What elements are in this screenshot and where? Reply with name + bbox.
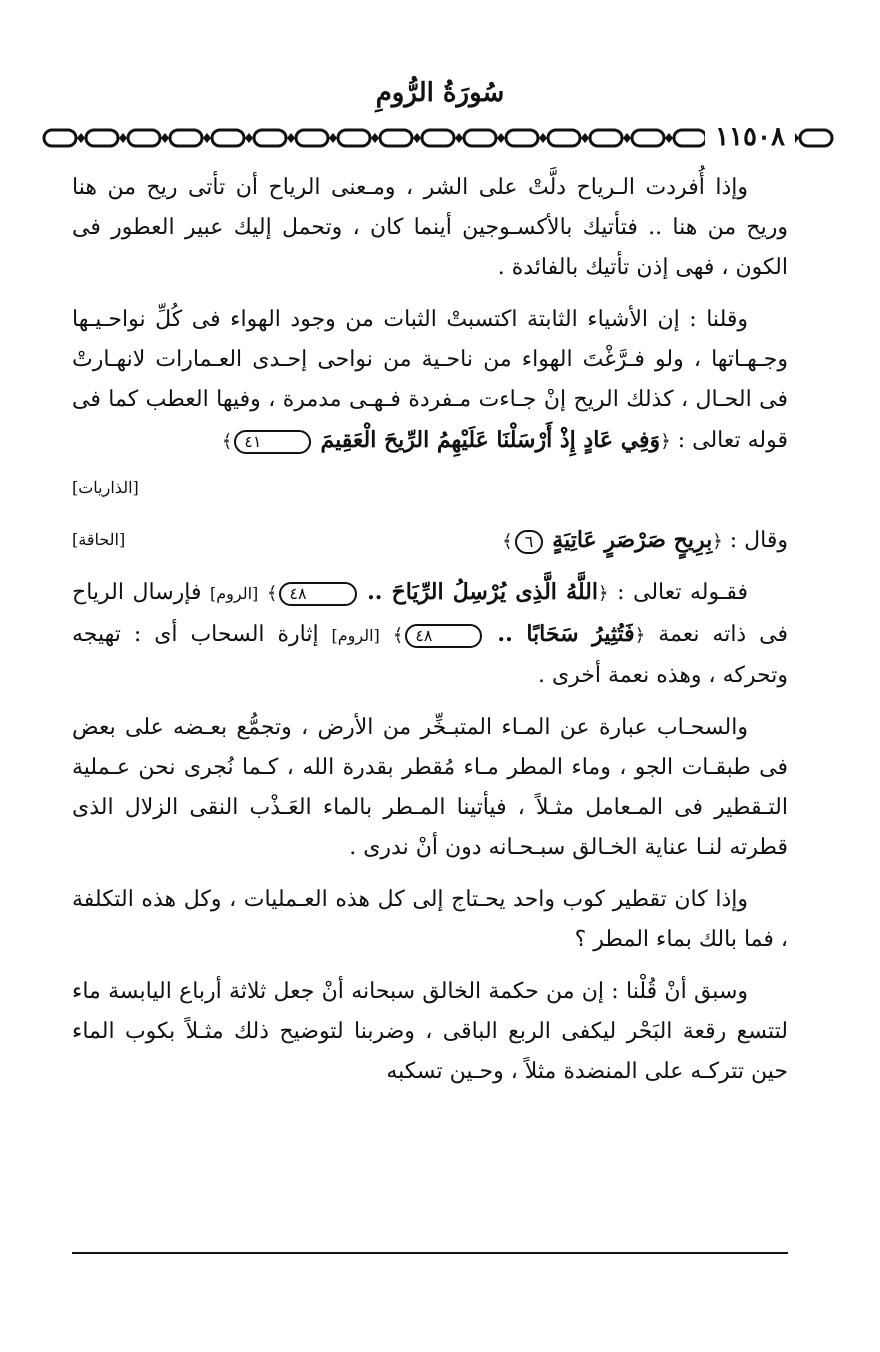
source-line-1: [72, 468, 788, 508]
verse-bracket-open: ﴿: [634, 625, 646, 646]
verse-source: [الحاقة]: [72, 530, 126, 549]
chain-link: [590, 130, 622, 146]
ayah-number-badge: ٦: [515, 530, 544, 554]
chain-link: [86, 130, 118, 146]
chain-diamond: [245, 133, 253, 143]
paragraph-2: [72, 300, 788, 462]
paragraph-2-text: وقلنا : إن الأشياء الثابتة اكتسبتْ الثبات من وجود الهواء فى كُلِّ نواحـيـها وجـهـاتها ، ولو فـرَّغْتَ الهواء من ناحـية من نواحى إحـدى العـمارات لانهـارتْ فى الحـال ، كذلك الريح إنْ جـاءت مـفردة فـهـى مدمرة ، وفيها العطب كما فى قوله تعالى :: [72, 307, 788, 453]
verse-bracket-open: ﴿: [712, 531, 723, 552]
chain-link: [506, 130, 538, 146]
verse-bracket-close: ﴾: [266, 583, 278, 604]
chain-link: [338, 130, 370, 146]
chain-diamond: [455, 133, 463, 143]
paragraph-6: وإذا كان تقطير كوب واحد يحـتاج إلى كل هذه العـمليات ، وكل هذه التكلفة ، فما بالك بماء المطر ؟: [72, 887, 788, 952]
ayah-number-badge: ٤١: [234, 430, 311, 454]
chain-diamond: [119, 133, 127, 143]
verse-bracket-close: ﴾: [392, 625, 404, 646]
chain-diamond: [539, 133, 547, 143]
paragraph-4-text-c: إثارة السحاب أى : تهيجه وتحركه ، وهذه نعمة أخرى .: [72, 622, 788, 688]
intro-text: وقال :: [729, 528, 788, 553]
chain-diamond: [665, 133, 673, 143]
footer-rule: [72, 1252, 788, 1254]
chain-link: [212, 130, 244, 146]
chain-link: [44, 130, 76, 146]
chain-link: [296, 130, 328, 146]
verse-source: [الروم]: [331, 626, 380, 645]
quran-verse: فَتُثِيرُ سَحَابًا ..: [497, 621, 635, 647]
chain-diamond: [203, 133, 211, 143]
chain-diamond: [497, 133, 505, 143]
paragraph-4-text-a: فقـوله تعالى :: [617, 580, 748, 605]
verse-line-content: [502, 520, 788, 562]
chain-link: [170, 130, 202, 146]
paragraph-5: والسحـاب عبارة عن المـاء المتبـخِّر من الأرض ، وتجمُّع بعـضه على بعض فى طبقـات الجو ، وماء المطر مـاء مُقطر بقدرة الله ، كـما نُجرى نحن عـملية التـقطير فى المـعامل مثـلاً ، فيأتينا المـطر بالماء العَـذْب النقى الزلال الذى قطرته لنـا عناية الخـالق سبـحـانه دون أنْ ندرى .: [72, 715, 788, 860]
chain-diamond: [77, 133, 85, 143]
paragraph-4-text-b: فإرسال الرياح فى ذاته نعمة: [72, 580, 789, 647]
verse-line-haqqa: [72, 520, 788, 560]
chain-diamond: [161, 133, 169, 143]
chain-link: [254, 130, 286, 146]
surah-title: سُورَةُ الرُّومِ: [375, 78, 505, 108]
ayah-number-badge: ٤٨: [279, 582, 356, 606]
chain-diamond: [623, 133, 631, 143]
chain-link: [422, 130, 454, 146]
chain-diamond: [329, 133, 337, 143]
chain-diamond: [371, 133, 379, 143]
chain-link: [632, 130, 664, 146]
chain-link: [548, 130, 580, 146]
verse-bracket-close: ﴾: [502, 531, 513, 552]
verse-bracket-open: ﴿: [597, 583, 609, 604]
quran-verse: وَفِي عَادٍ إِذْ أَرْسَلْنَا عَلَيْهِمُ الرِّيحَ الْعَقِيمَ: [320, 427, 661, 453]
paragraph-7: وسبق أنْ قُلْنا : إن من حكمة الخالق سبحانه أنْ جعل ثلاثة أرباع اليابسة ماء لتتسع رقعة البَحْر ليكفى الربع الباقى ، وضربنا لتوضيح ذلك مثـلاً بكوب الماء حين تتركـه على المنضدة مثلاً ، وحـين تسكبه: [72, 979, 788, 1084]
verse-bracket-close: ﴾: [221, 431, 233, 452]
paragraph-1: وإذا أُفردت الـرياح دلَّتْ على الشر ، ومـعنى الرياح أن تأتى ريح من هنا وريح من هنا .. فتأتيك بالأكسـوجين أينما كان ، وتحمل إليك عبير العطور فى الكون ، فهى إذن تأتيك بالفائدة .: [72, 175, 788, 280]
page-number: ١١٥٠٨: [705, 120, 795, 154]
chain-link: [464, 130, 496, 146]
ayah-number-badge: ٤٨: [405, 624, 482, 648]
chain-link: [674, 130, 706, 146]
chain-link: [380, 130, 412, 146]
body-text: [72, 168, 788, 1104]
chain-diamond: [581, 133, 589, 143]
quran-verse: بِرِيحٍ صَرْصَرٍ عَاتِيَةٍ: [552, 527, 713, 553]
chain-diamond: [413, 133, 421, 143]
verse-source: [الذاريات]: [72, 478, 139, 497]
chain-link: [800, 130, 832, 146]
quran-verse: اللَّهُ الَّذِى يُرْسِلُ الرِّيَاحَ ..: [367, 579, 598, 605]
verse-source: [الروم]: [210, 584, 259, 603]
chain-diamond: [287, 133, 295, 143]
chain-link: [128, 130, 160, 146]
paragraph-4: [72, 572, 788, 696]
verse-bracket-open: ﴿: [660, 431, 671, 452]
